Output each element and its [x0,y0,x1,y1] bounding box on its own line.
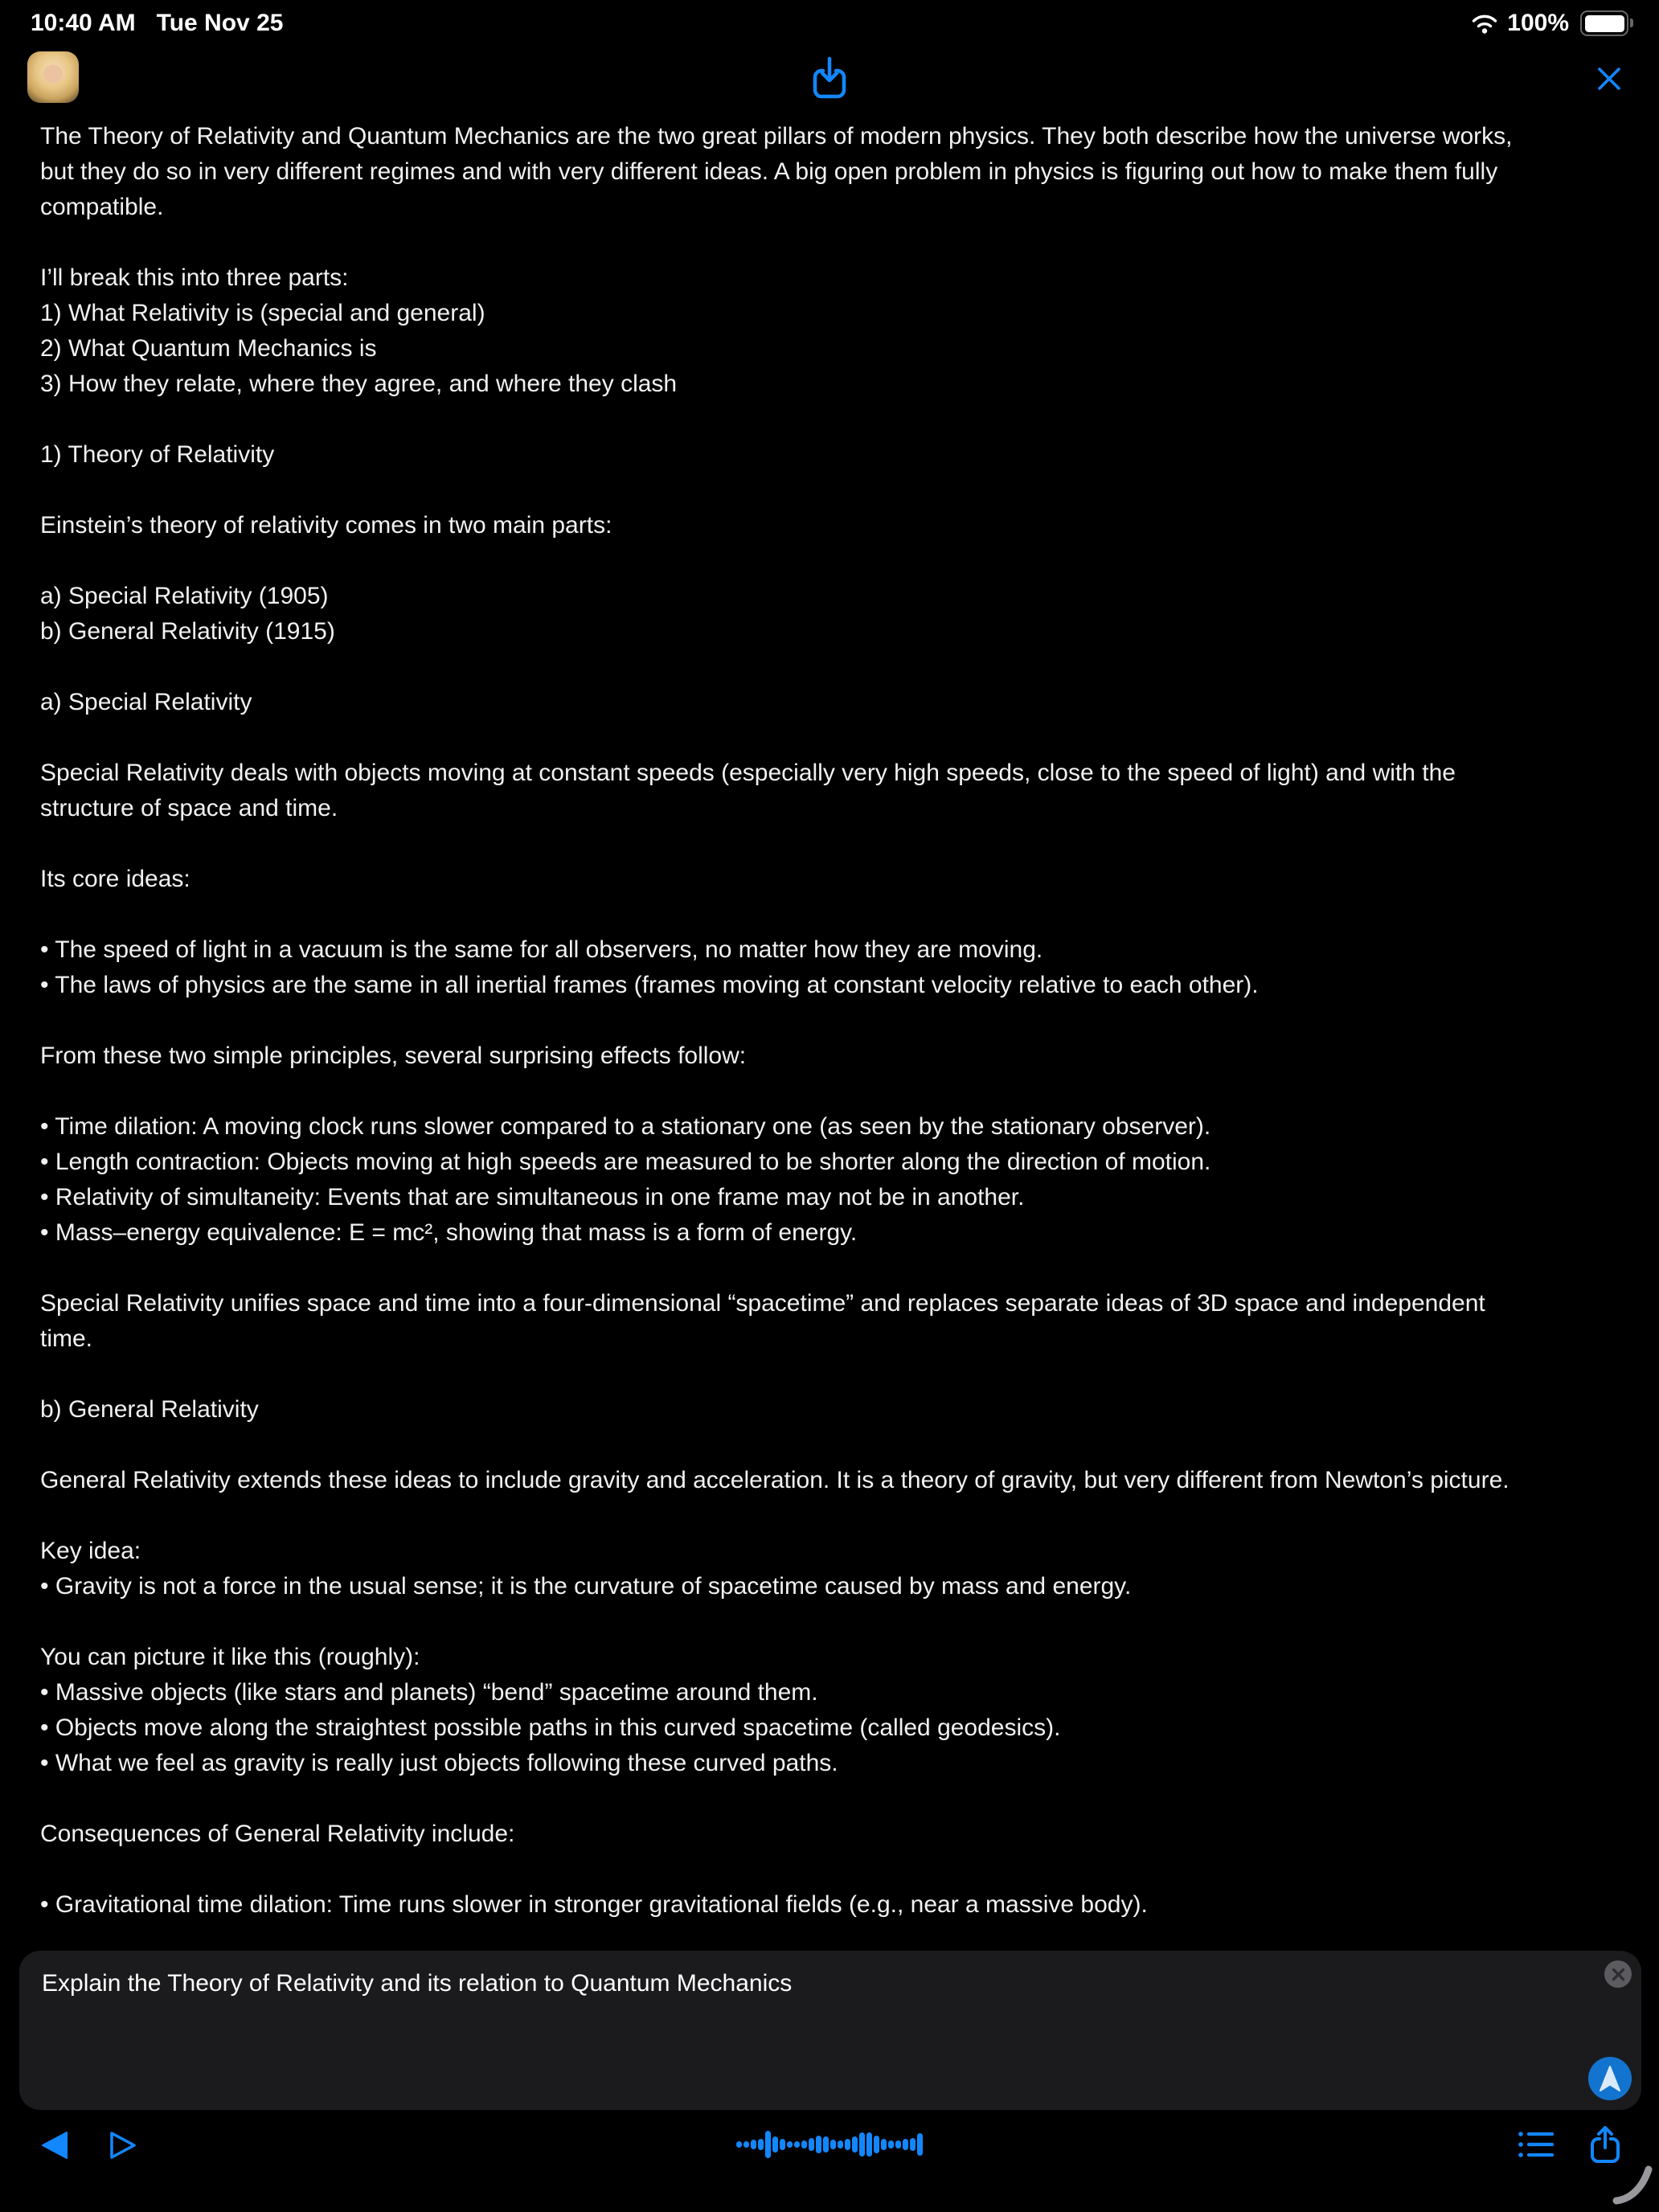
text-line: 2) What Quantum Mechanics is [40,335,377,362]
previous-triangle-icon [42,2132,68,2159]
waveform-bar [852,2136,858,2153]
pencil-corner-swipe-arc-icon[interactable] [1612,2165,1656,2206]
paragraph [40,1640,1527,1781]
send-button[interactable] [1588,2057,1632,2100]
text-line: Its core ideas: [40,866,190,892]
avatar[interactable] [27,51,79,103]
waveform-bar [801,2140,807,2149]
paragraph [40,1463,1527,1498]
text-line: • What we feel as gravity is really just objects following these curved paths. [40,1750,838,1776]
waveform-bar [787,2141,793,2148]
waveform-bar [845,2139,850,2150]
text-line: From these two simple principles, several surprising effects follow: [40,1043,747,1069]
assistant-response [40,119,1527,1958]
status-right [1472,10,1628,37]
text-line: • Time dilation: A moving clock runs slower compared to a stationary one (as seen by the stationary observer). [40,1113,1211,1140]
waveform-bar [743,2141,749,2148]
text-line: The Theory of Relativity and Quantum Mechanics are the two great pillars of modern physics. They both describe how the universe works, but they do so in very different regimes and with very different ideas. A big open problem in physics is figuring out how to make them fully compatible. [40,123,1513,220]
share-icon [1587,2125,1623,2167]
paragraph [40,437,1527,473]
text-line: • Objects move along the straightest possible paths in this curved spacetime (called geodesics). [40,1714,1061,1741]
waveform-bar [917,2133,923,2156]
paragraph [40,1286,1527,1357]
paragraph [40,579,1527,649]
paragraph [40,1817,1527,1852]
battery-nub [1630,18,1633,27]
text-line: a) Special Relativity (1905) [40,583,329,609]
queue-button[interactable] [1518,2130,1555,2159]
status-left [31,10,283,37]
waveform-bar [758,2139,764,2150]
paragraph [40,1887,1527,1923]
text-line: • The speed of light in a vacuum is the same for all observers, no matter how they are moving. [40,936,1043,963]
text-line: You can picture it like this (roughly): [40,1644,420,1670]
text-line: Special Relativity unifies space and time into a four-dimensional “spacetime” and replaces separate ideas of 3D space and independent time. [40,1290,1485,1352]
text-line: Consequences of General Relativity include: [40,1821,515,1847]
text-line: • Relativity of simultaneity: Events that are simultaneous in one frame may not be in another. [40,1184,1025,1210]
text-line: 1) What Relativity is (special and general) [40,300,485,326]
waveform-bar [765,2131,771,2158]
text-line: General Relativity extends these ideas to include gravity and acceleration. It is a theory of gravity, but very different from Newton’s picture. [40,1467,1509,1493]
text-line: 3) How they relate, where they agree, and where they clash [40,371,678,397]
waveform-bar [780,2139,785,2150]
waveform-bar [874,2136,879,2153]
send-arrow-up-icon [1598,2065,1622,2092]
text-line: a) Special Relativity [40,689,252,715]
text-line: • The laws of physics are the same in all inertial frames (frames moving at constant velocity relative to each other). [40,972,1259,998]
clear-button[interactable] [1604,1960,1632,1988]
download-icon [810,55,849,101]
text-line: b) General Relativity (1915) [40,618,335,645]
text-line: • Gravitational time dilation: Time runs slower in stronger gravitational fields (e.g., near a massive body). [40,1891,1148,1918]
text-line: b) General Relativity [40,1396,259,1423]
waveform-bar [838,2140,843,2149]
share-button[interactable] [1587,2125,1623,2167]
status-time: 10:40 AM [31,10,136,36]
waveform-bar [772,2136,778,2153]
waveform-bar [888,2140,894,2149]
close-icon [1596,66,1622,92]
close-button[interactable] [1596,66,1622,92]
waveform-bar [794,2141,800,2148]
audio-waveform-icon[interactable] [736,2127,923,2162]
status-bar [0,0,1659,42]
bulleted-list-icon [1518,2130,1555,2159]
waveform-bar [903,2139,908,2150]
paragraph [40,932,1527,1003]
battery-fill [1585,15,1624,32]
play-button[interactable] [110,2132,136,2159]
clear-x-icon [1612,1968,1625,1981]
text-line: • Gravity is not a force in the usual sense; it is the curvature of spacetime caused by mass and energy. [40,1573,1132,1600]
waveform-bar [859,2132,865,2157]
waveform-bar [809,2138,814,2151]
paragraph [40,260,1527,402]
wifi-icon [1472,14,1497,34]
paragraph [40,756,1527,826]
paragraph [40,685,1527,720]
waveform-bar [895,2140,901,2149]
previous-button[interactable] [42,2132,68,2159]
waveform-bar [830,2140,836,2149]
paragraph [40,862,1527,897]
waveform-bar [910,2138,916,2151]
paragraph [40,119,1527,225]
waveform-bar [866,2132,872,2157]
status-date: Tue Nov 25 [156,10,284,36]
paragraph [40,1038,1527,1074]
download-button[interactable] [810,55,849,101]
waveform-bar [751,2140,756,2149]
text-line: • Length contraction: Objects moving at high speeds are measured to be shorter along the direction of motion. [40,1149,1211,1175]
battery-full-icon [1580,10,1628,36]
text-line: • Mass–energy equivalence: E = mc², showing that mass is a form of energy. [40,1219,858,1246]
prompt-card[interactable] [19,1951,1641,2110]
text-line: Key idea: [40,1538,141,1564]
prompt-text: Explain the Theory of Relativity and its relation to Quantum Mechanics [42,1970,793,1997]
paragraph [40,1392,1527,1428]
text-line: I’ll break this into three parts: [40,264,349,291]
text-line: 1) Theory of Relativity [40,441,275,468]
play-triangle-icon [110,2132,136,2159]
paragraph [40,1534,1527,1604]
waveform-bar [823,2136,829,2153]
waveform-bar [881,2139,887,2150]
battery-percent: 100% [1507,10,1569,36]
paragraph [40,1109,1527,1251]
text-line: • Massive objects (like stars and planets) “bend” spacetime around them. [40,1679,818,1706]
text-line: Special Relativity deals with objects moving at constant speeds (especially very high speeds, close to the speed of light) and with the structure of space and time. [40,760,1456,821]
text-line: Einstein’s theory of relativity comes in two main parts: [40,512,612,539]
waveform-bar [816,2136,821,2153]
paragraph [40,508,1527,543]
waveform-bar [736,2141,742,2148]
